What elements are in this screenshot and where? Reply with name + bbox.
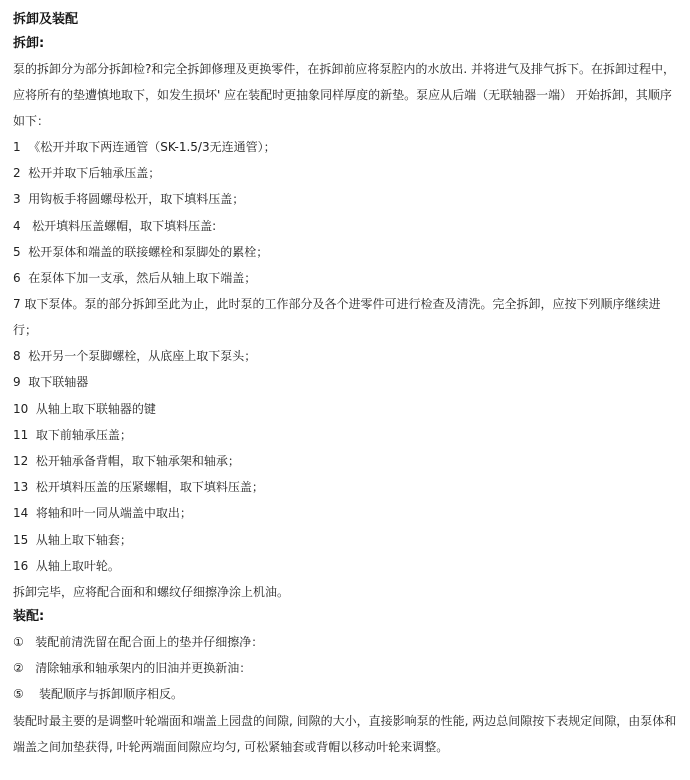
disassembly-step: 10 从轴上取下联轴器的键 [13, 401, 156, 416]
disassembly-step: 1 《松开并取下两连通管（SK-1.5/3无连通管）； [13, 140, 276, 154]
assembly-steps [13, 629, 678, 708]
disassembly-step: 4 松开填料压盖螺帽，取下填料压盖: [13, 218, 217, 233]
disassembly-step: 3 用钩板手将圆螺母松开，取下填料压盖； [13, 192, 245, 207]
disassembly-step: 15 从轴上取下轴套； [13, 532, 132, 547]
disassembly-step: 6 在泵体下加一支承，然后从轴上取下端盖； [13, 271, 257, 286]
disassembly-step: 8 松开另一个泵脚螺栓，从底座上取下泵头； [13, 349, 257, 364]
assembly-heading: 装配: [13, 609, 45, 625]
disassembly-step: 7 取下泵体。泵的部分拆卸至此为止，此时泵的工作部分及各个进零件可进行检查及清洗。完全拆卸，应按下列顺序继续进行； [13, 297, 661, 338]
disassembly-outro: 拆卸完毕，应将配合面和和螺纹仔细擦净涂上机油。 [13, 585, 290, 600]
disassembly-heading: 拆卸: [13, 36, 45, 51]
disassembly-step: 12 松开轴承备背帽，取下轴承架和轴承； [13, 454, 240, 469]
disassembly-step: 16 从轴上取叶轮。 [13, 558, 120, 573]
disassembly-step: 5 松开泵体和端盖的联接螺栓和泵脚处的累栓； [13, 244, 269, 259]
disassembly-step: 9 取下联轴器 [13, 375, 89, 390]
assembly-step: ② 清除轴承和轴承架内的旧油并更换新油： [13, 661, 252, 676]
assembly-step: ① 装配前清洗留在配合面上的垫并仔细擦净： [13, 635, 264, 650]
disassembly-step: 11 取下前轴承压盖； [13, 427, 132, 442]
disassembly-step: 14 将轴和叶一同从端盖中取出； [13, 506, 192, 521]
disassembly-intro: 泵的拆卸分为部分拆卸检?和完全拆卸修理及更换零件，在拆卸前应将泵腔内的水放出. 并将进气及排气拆下。在拆卸过程中，应将所有的垫遭慎地取下，如发生损坏' 应在装配时更抽象同样厚度的新垫。泵应从后端（无联轴器一端） 开始拆卸，其顺序如下： [13, 62, 676, 128]
document-title: 拆卸及装配 [13, 12, 79, 27]
assembly-step: ⑤ 装配顺序与拆卸顺序相反。 [13, 687, 184, 702]
disassembly-step: 2 松开并取下后轴承压盖； [13, 166, 161, 181]
disassembly-steps [13, 134, 678, 579]
assembly-closing: 装配时最主要的是调整叶轮端面和端盖上园盘的间隙, 间隙的大小，直接影响泵的性能, 两边总间隙按下表规定间隙，由泵体和端盖之间加垫获得, 叶轮两端面间隙应均匀, 可松紧轴套或背帽以移动叶轮来调整。 [13, 713, 677, 754]
disassembly-step: 13 松开填料压盖的压紧螺帽，取下填料压盖； [13, 480, 264, 495]
